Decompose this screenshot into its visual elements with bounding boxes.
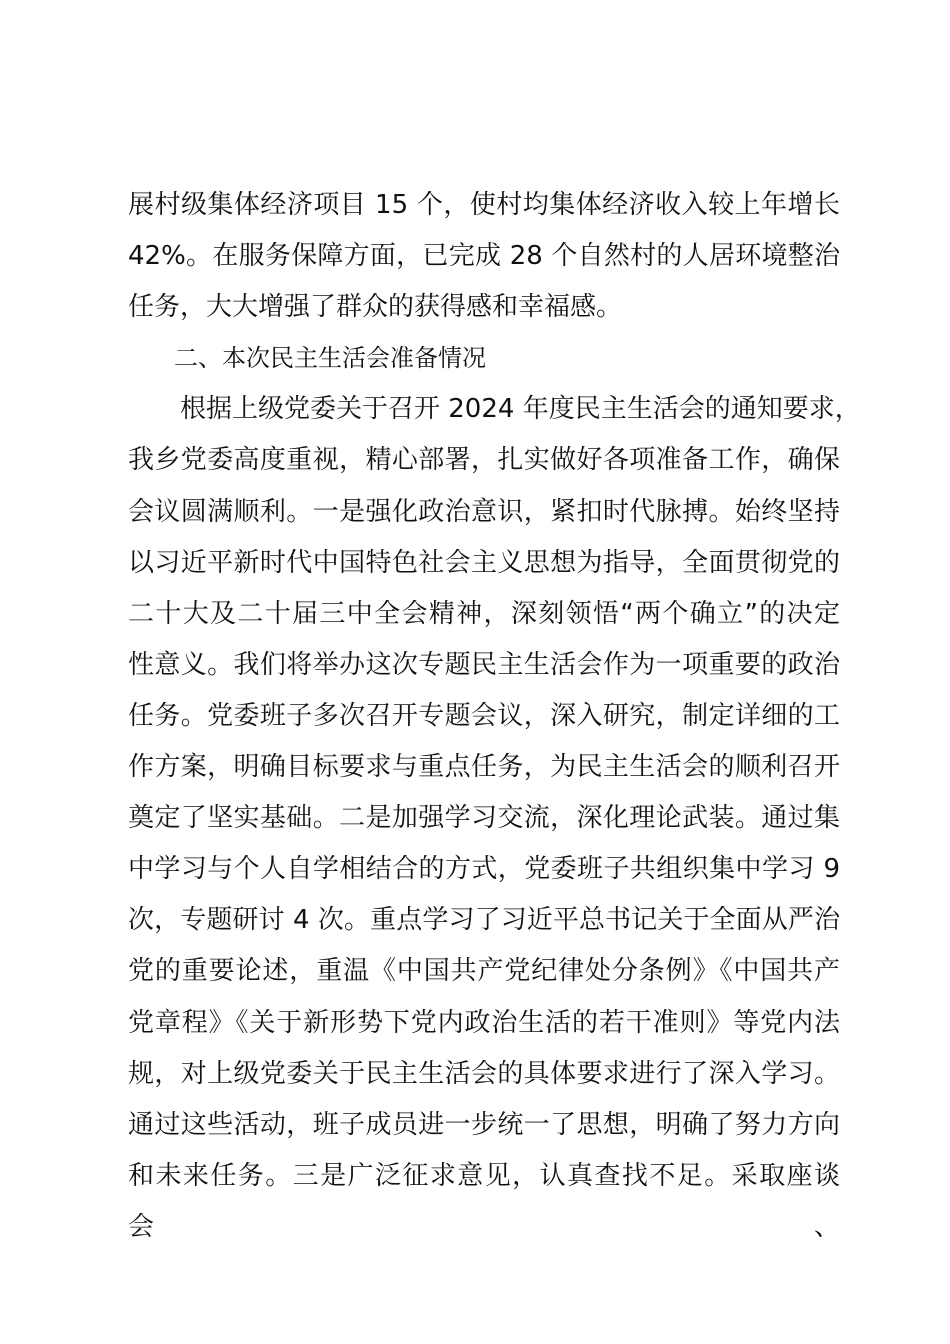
paragraph-line: 性意义。我们将举办这次专题民主生活会作为一项重要的政治: [128, 649, 840, 680]
paragraph-line: 党章程》《关于新形势下党内政治生活的若干准则》等党内法: [128, 1007, 840, 1038]
paragraph-line: 会议圆满顺利。一是强化政治意识，紧扣时代脉搏。始终坚持: [128, 496, 840, 527]
paragraph-line: 奠定了坚实基础。二是加强学习交流，深化理论武装。通过集: [128, 803, 840, 834]
paragraph-line: 中学习与个人自学相结合的方式，党委班子共组织集中学习 9: [128, 854, 840, 885]
paragraph-line: 作方案，明确目标要求与重点任务，为民主生活会的顺利召开: [128, 752, 840, 783]
paragraph-line: 和未来任务。三是广泛征求意见，认真查找不足。采取座谈会、: [128, 1160, 840, 1242]
paragraph-line: 我乡党委高度重视，精心部署，扎实做好各项准备工作，确保: [128, 445, 840, 476]
document-body: [128, 180, 861, 1242]
paragraph-line: 任务，大大增强了群众的获得感和幸福感。: [128, 292, 623, 323]
paragraph-line: 展村级集体经济项目 15 个，使村均集体经济收入较上年增长: [128, 190, 840, 220]
paragraph-line: 二十大及二十届三中全会精神，深刻领悟“两个确立”的决定: [128, 598, 840, 629]
paragraph-line: 通过这些活动，班子成员进一步统一了思想，明确了努力方向: [128, 1109, 840, 1140]
section-heading: 二、本次民主生活会准备情况: [174, 344, 486, 373]
paragraph-line: 党的重要论述，重温《中国共产党纪律处分条例》《中国共产: [128, 956, 840, 987]
paragraph-line: 任务。党委班子多次召开专题会议，深入研究，制定详细的工: [128, 700, 840, 731]
paragraph-line: 根据上级党委关于召开 2024 年度民主生活会的通知要求，: [180, 394, 861, 425]
paragraph-line: 规，对上级党委关于民主生活会的具体要求进行了深入学习。: [128, 1058, 840, 1089]
paragraph-line: 以习近平新时代中国特色社会主义思想为指导，全面贯彻党的: [128, 547, 840, 578]
paragraph-line: 42%。在服务保障方面，已完成 28 个自然村的人居环境整治: [128, 241, 840, 272]
paragraph-line: 次，专题研讨 4 次。重点学习了习近平总书记关于全面从严治: [128, 905, 840, 936]
